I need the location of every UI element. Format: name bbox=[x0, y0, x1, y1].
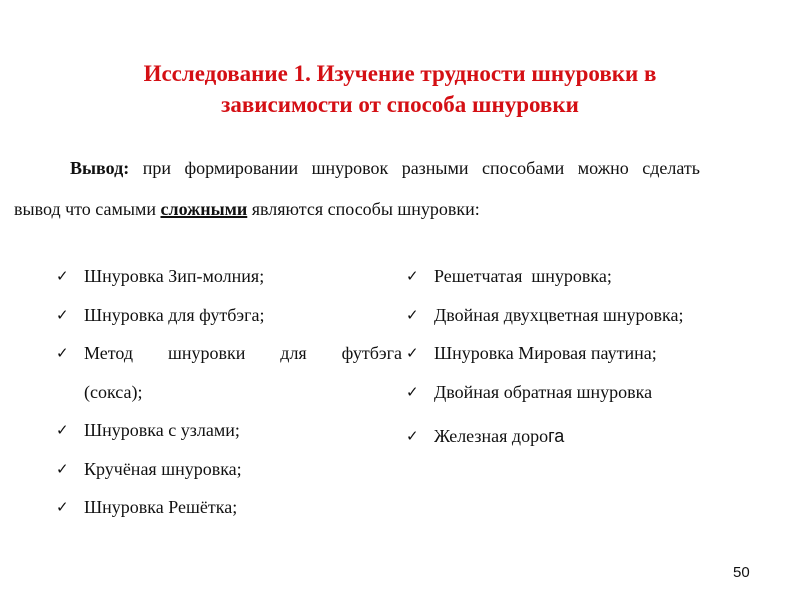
list-item-text: Кручёная шнуровка; bbox=[84, 458, 242, 479]
list-item-text: Шнуровка Решётка; bbox=[84, 497, 238, 517]
word: футбэга bbox=[341, 343, 402, 363]
title-line-1: Исследование 1. Изучение трудности шнуровки в bbox=[143, 61, 657, 86]
list-item bbox=[406, 303, 786, 342]
checkmark-icon: ✓ bbox=[56, 267, 69, 285]
slide-title bbox=[0, 58, 800, 120]
conclusion-text-2-pre: вывод что самыми bbox=[14, 199, 156, 219]
list-item bbox=[406, 424, 786, 463]
list-item-text: Шнуровка с узлами; bbox=[84, 420, 240, 440]
list-item bbox=[56, 457, 406, 496]
conclusion-paragraph-line-1 bbox=[70, 158, 800, 179]
conclusion-label: Вывод: bbox=[70, 158, 130, 178]
list-item bbox=[56, 418, 406, 457]
list-item-text: Двойная обратная шнуровка bbox=[434, 381, 653, 402]
list-item bbox=[56, 495, 406, 534]
list-item-text: Решетчатая шнуровка; bbox=[434, 266, 612, 286]
checkmark-icon: ✓ bbox=[406, 382, 419, 401]
list-item-text-tail: га bbox=[548, 425, 565, 446]
checkmark-icon: ✓ bbox=[406, 426, 419, 445]
checkmark-icon: ✓ bbox=[406, 344, 419, 362]
list-item-text-main: Железная доро bbox=[434, 425, 549, 446]
checkmark-icon: ✓ bbox=[56, 498, 69, 516]
title-line-2: зависимости от способа шнуровки bbox=[221, 92, 579, 117]
left-method-list bbox=[56, 264, 406, 534]
checkmark-icon: ✓ bbox=[56, 421, 69, 439]
list-item bbox=[56, 341, 406, 380]
list-item bbox=[406, 264, 786, 303]
right-method-list bbox=[406, 264, 786, 462]
conclusion-emphasis: сложными bbox=[160, 199, 248, 219]
conclusion-text-1: при формировании шнуровок разными способами можно сделать bbox=[142, 158, 701, 178]
list-item bbox=[406, 341, 786, 380]
word: для bbox=[280, 343, 307, 363]
checkmark-icon: ✓ bbox=[406, 305, 419, 324]
word: шнуровки bbox=[167, 343, 246, 363]
checkmark-icon: ✓ bbox=[56, 305, 69, 324]
list-item-continuation bbox=[56, 380, 406, 419]
word: Метод bbox=[84, 343, 134, 363]
list-item-text: Шнуровка Мировая паутина; bbox=[434, 343, 657, 363]
page-number: 50 bbox=[733, 564, 750, 581]
list-item-text: (сокса); bbox=[84, 381, 143, 402]
conclusion-paragraph-line-2 bbox=[14, 199, 480, 220]
checkmark-icon: ✓ bbox=[406, 267, 419, 285]
list-item bbox=[56, 303, 406, 342]
checkmark-icon: ✓ bbox=[56, 459, 69, 478]
list-item bbox=[406, 380, 786, 424]
list-item bbox=[56, 264, 406, 303]
conclusion-text-2-post: являются способы шнуровки: bbox=[251, 199, 480, 219]
list-item-text bbox=[434, 424, 564, 448]
list-item-text: Шнуровка Зип-молния; bbox=[84, 266, 265, 286]
checkmark-icon: ✓ bbox=[56, 344, 69, 362]
list-item-text: Двойная двухцветная шнуровка; bbox=[434, 304, 684, 325]
list-item-text bbox=[84, 341, 402, 365]
list-item-text: Шнуровка для футбэга; bbox=[84, 304, 265, 325]
